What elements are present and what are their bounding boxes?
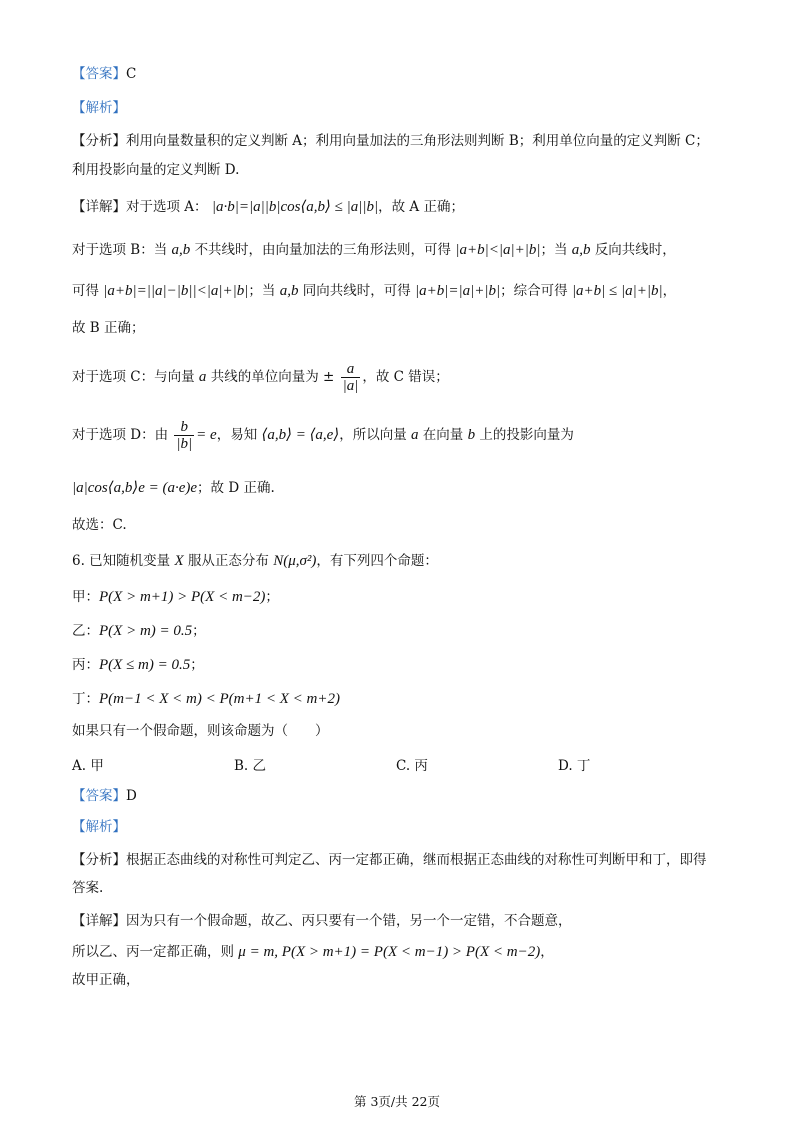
answer-value: C xyxy=(126,66,137,82)
unit-vector-fraction: $\frac{a}{|a|}$ xyxy=(342,361,359,394)
q6-prop-yi xyxy=(72,621,206,641)
formula: N(μ,σ²) xyxy=(273,553,317,569)
detail-text: 共线的单位向量为 ± xyxy=(210,369,335,385)
detail-text: ；故 D 正确. xyxy=(197,480,275,496)
q6-prop-ding xyxy=(72,689,340,709)
q5-detail-b1 xyxy=(72,240,676,260)
detail-text: 对于选项 C：与向量 xyxy=(72,369,195,385)
q5-detail-b2 xyxy=(72,281,676,301)
q6-analysis-heading xyxy=(72,817,126,837)
detail-text: ，所以向量 xyxy=(339,427,407,443)
stem-text: 服从正态分布 xyxy=(187,553,269,569)
q5-detail-a xyxy=(72,197,464,217)
q6-detail-3 xyxy=(72,970,140,990)
formula: |a+b| ≤ |a|+|b| xyxy=(571,283,663,299)
detail-text: 不共线时，由向量加法的三角形法则，可得 xyxy=(194,242,452,258)
formula: b xyxy=(467,427,476,443)
stem-text: 6. 已知随机变量 xyxy=(72,553,171,569)
formula: ⟨a,b⟩ = ⟨a,e⟩ xyxy=(261,427,340,443)
prop-tail: ； xyxy=(265,589,279,605)
prop-label: 甲： xyxy=(72,589,99,605)
prop-tail: ； xyxy=(190,657,204,673)
q5-detail-d2 xyxy=(72,478,275,498)
formula: |a·b|=|a||b|cos⟨a,b⟩ ≤ |a||b| xyxy=(211,199,379,215)
formula: |a+b|=||a|−|b||<|a|+|b| xyxy=(103,283,249,299)
q6-fenxi-line-1 xyxy=(72,850,707,870)
formula: = e xyxy=(196,427,217,443)
answer-tag: 【答案】 xyxy=(72,66,126,82)
detail-text: 在向量 xyxy=(422,427,464,443)
detail-text: 故甲正确， xyxy=(72,972,140,988)
formula: |a+b|<|a|+|b| xyxy=(455,242,541,258)
prop-label: 丙： xyxy=(72,657,99,673)
stem-text: ，有下列四个命题： xyxy=(316,553,438,569)
detail-text: ，故 C 错误； xyxy=(362,369,449,385)
q6-detail-2 xyxy=(72,942,554,962)
detail-text: ，故 A 正确； xyxy=(378,199,464,215)
formula: a xyxy=(198,369,207,385)
formula: a,b xyxy=(571,242,591,258)
detail-text: ；综合可得 xyxy=(500,283,568,299)
detail-tag: 【详解】 xyxy=(72,913,126,929)
page-footer: 第 3页/共 22页 xyxy=(353,1094,441,1109)
detail-text: 故 B 正确； xyxy=(72,320,145,336)
ask-text: 如果只有一个假命题，则该命题为（ ） xyxy=(72,723,329,739)
q6-stem xyxy=(72,551,438,571)
prop-label: 乙： xyxy=(72,623,99,639)
q6-prop-jia xyxy=(72,587,279,607)
detail-text: 因为只有一个假命题，故乙、丙只要有一个错，另一个一定错，不合题意， xyxy=(126,913,572,929)
formula: μ = m, P(X > m+1) = P(X < m−1) > P(X < m−2) xyxy=(238,944,541,960)
formula: X xyxy=(174,553,184,569)
prop-tail: ； xyxy=(192,623,206,639)
analysis-tag: 【解析】 xyxy=(72,100,126,116)
fenxi-text: 利用向量数量积的定义判断 A；利用向量加法的三角形法则判断 B；利用单位向量的定义判断 C； xyxy=(126,133,709,149)
q6-fenxi-line-2 xyxy=(72,878,103,898)
detail-text: 同向共线时，可得 xyxy=(302,283,411,299)
formula: P(X ≤ m) = 0.5 xyxy=(99,657,191,673)
q5-detail-d1 xyxy=(72,418,574,452)
formula: P(m−1 < X < m) < P(m+1 < X < m+2) xyxy=(99,691,340,707)
formula: |a+b|=|a|+|b| xyxy=(415,283,501,299)
detail-text: ；当 xyxy=(248,283,276,299)
detail-text: ；当 xyxy=(540,242,568,258)
detail-text: 对于选项 A： xyxy=(126,199,208,215)
detail-text: 对于选项 B：当 xyxy=(72,242,168,258)
option-a: A. 甲 xyxy=(72,758,104,774)
formula: P(X > m+1) > P(X < m−2) xyxy=(99,589,266,605)
formula: P(X > m) = 0.5 xyxy=(99,623,193,639)
detail-text: 反向共线时， xyxy=(594,242,676,258)
q6-ask xyxy=(72,721,329,741)
detail-text: 故选：C. xyxy=(72,517,127,533)
option-d: D. 丁 xyxy=(558,758,591,774)
option-b: B. 乙 xyxy=(234,758,267,774)
answer-value: D xyxy=(126,788,137,804)
detail-text: ，易知 xyxy=(216,427,258,443)
q5-detail-c xyxy=(72,360,449,394)
q6-prop-bing xyxy=(72,655,204,675)
q5-detail-b3 xyxy=(72,318,145,338)
q6-detail-1 xyxy=(72,911,572,931)
b-unit-fraction: $\frac{b}{|b|}$ xyxy=(176,419,193,452)
fenxi-tag: 【分析】 xyxy=(72,852,126,868)
fenxi-text: 答案. xyxy=(72,880,104,896)
q5-analysis-heading xyxy=(72,98,126,118)
detail-text: 对于选项 D：由 xyxy=(72,427,169,443)
detail-text: 所以乙、丙一定都正确，则 xyxy=(72,944,234,960)
analysis-tag: 【解析】 xyxy=(72,819,126,835)
answer-tag: 【答案】 xyxy=(72,788,126,804)
q5-answer-line xyxy=(72,64,136,84)
formula: a xyxy=(411,427,419,443)
detail-tag: 【详解】 xyxy=(72,199,126,215)
fenxi-text: 利用投影向量的定义判断 D. xyxy=(72,162,240,178)
formula: |a|cos⟨a,b⟩e = (a·e)e xyxy=(72,480,198,496)
q5-fenxi-line-1 xyxy=(72,131,709,151)
fenxi-tag: 【分析】 xyxy=(72,133,126,149)
formula: a,b xyxy=(279,283,299,299)
detail-text: ， xyxy=(662,283,677,299)
q5-choose xyxy=(72,515,127,535)
detail-text: 可得 xyxy=(72,283,99,299)
prop-label: 丁： xyxy=(72,691,99,707)
q6-answer-line xyxy=(72,786,137,806)
option-c: C. 丙 xyxy=(396,758,428,774)
fenxi-text: 根据正态曲线的对称性可判定乙、丙一定都正确，继而根据正态曲线的对称性可判断甲和丁，即得 xyxy=(126,852,707,868)
detail-text: ， xyxy=(540,944,554,960)
detail-text: 上的投影向量为 xyxy=(479,427,574,443)
formula: a,b xyxy=(171,242,191,258)
q5-fenxi-line-2 xyxy=(72,160,239,180)
